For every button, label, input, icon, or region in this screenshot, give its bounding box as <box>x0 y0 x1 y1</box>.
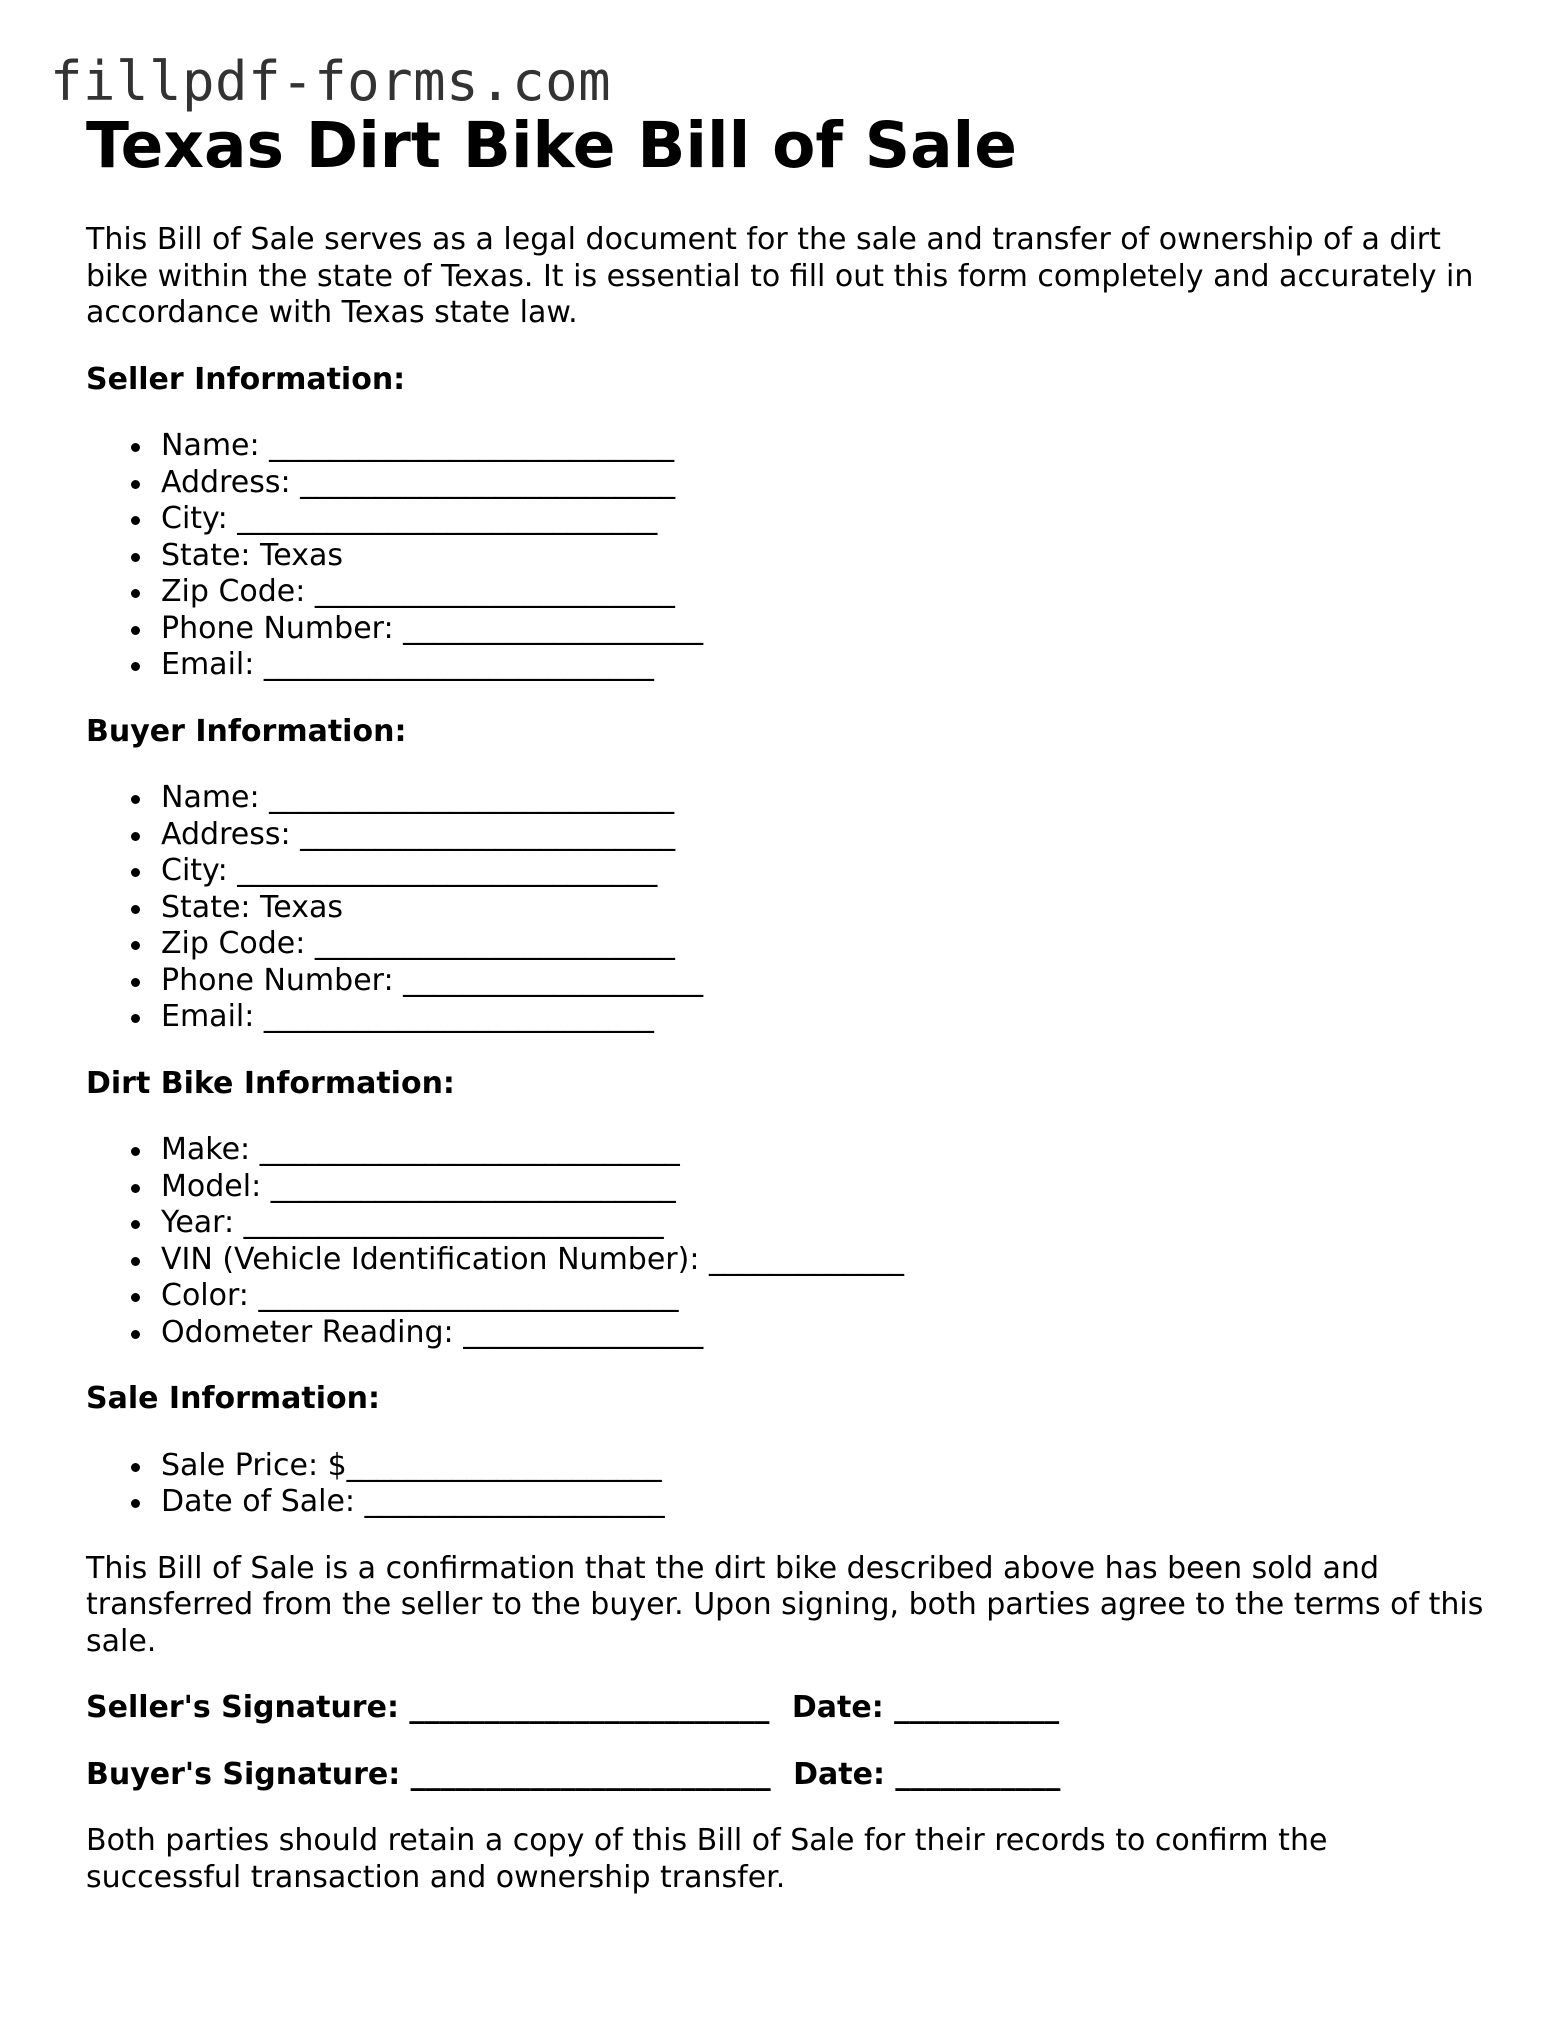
sale-date-field[interactable]: Date of Sale: ____________________ <box>161 1484 1486 1521</box>
bike-color-field[interactable]: Color: ____________________________ <box>161 1278 1486 1315</box>
bike-model-field[interactable]: Model: ___________________________ <box>161 1169 1486 1206</box>
seller-name-field[interactable]: Name: ___________________________ <box>161 428 1486 465</box>
sale-price-field[interactable]: Sale Price: $_____________________ <box>161 1448 1486 1485</box>
closing-paragraph: Both parties should retain a copy of this Bill of Sale for their records to confirm the successful transaction and ownership transfer. <box>86 1823 1328 1895</box>
bike-odometer-field[interactable]: Odometer Reading: ________________ <box>161 1315 1486 1352</box>
buyer-fields <box>86 780 1486 1036</box>
buyer-city-field[interactable]: City: ____________________________ <box>161 853 1486 890</box>
confirmation-paragraph: This Bill of Sale is a confirmation that the dirt bike described above has been sold and transferred from the seller to the buyer. Upon signing, both parties agree to the terms of this sale. <box>86 1550 1484 1659</box>
buyer-date-field[interactable]: ___________ <box>895 1756 1061 1792</box>
buyer-phone-field[interactable]: Phone Number: ____________________ <box>161 963 1486 1000</box>
site-watermark: fillpdf-forms.com <box>50 50 612 113</box>
document-body <box>86 222 1486 1896</box>
buyer-email-field[interactable]: Email: __________________________ <box>161 999 1486 1036</box>
buyer-date-label: Date: <box>793 1756 885 1792</box>
seller-fields <box>86 428 1486 684</box>
buyer-address-field[interactable]: Address: _________________________ <box>161 817 1486 854</box>
bike-year-field[interactable]: Year: ____________________________ <box>161 1205 1486 1242</box>
seller-signature-row <box>86 1690 1486 1727</box>
seller-date-field[interactable]: ___________ <box>894 1690 1060 1725</box>
seller-state-field: State: Texas <box>161 538 1486 575</box>
seller-date-label: Date: <box>791 1690 884 1725</box>
buyer-signature-field[interactable]: ________________________ <box>410 1756 771 1792</box>
bike-heading: Dirt Bike Information: <box>86 1065 455 1101</box>
buyer-zip-field[interactable]: Zip Code: ________________________ <box>161 926 1486 963</box>
buyer-state-field: State: Texas <box>161 890 1486 927</box>
bike-vin-field[interactable]: VIN (Vehicle Identification Number): _____________ <box>161 1242 1486 1279</box>
sale-heading: Sale Information: <box>86 1381 380 1416</box>
intro-paragraph: This Bill of Sale serves as a legal document for the sale and transfer of ownership of a dirt bike within the state of Texas. It is essential to fill out this form completely and accurately in accordance with Texas state law. <box>86 222 1474 330</box>
buyer-heading: Buyer Information: <box>86 713 407 749</box>
seller-address-field[interactable]: Address: _________________________ <box>161 465 1486 502</box>
bike-fields <box>86 1132 1486 1351</box>
seller-signature-label: Seller's Signature: <box>86 1690 399 1725</box>
seller-email-field[interactable]: Email: __________________________ <box>161 647 1486 684</box>
document-title: Texas Dirt Bike Bill of Sale <box>86 109 1017 182</box>
seller-zip-field[interactable]: Zip Code: ________________________ <box>161 574 1486 611</box>
sale-fields <box>86 1448 1486 1521</box>
seller-city-field[interactable]: City: ____________________________ <box>161 501 1486 538</box>
bike-make-field[interactable]: Make: ____________________________ <box>161 1132 1486 1169</box>
seller-signature-field[interactable]: ________________________ <box>409 1690 770 1725</box>
buyer-name-field[interactable]: Name: ___________________________ <box>161 780 1486 817</box>
seller-heading: Seller Information: <box>86 361 406 397</box>
seller-phone-field[interactable]: Phone Number: ____________________ <box>161 611 1486 648</box>
buyer-signature-label: Buyer's Signature: <box>86 1756 401 1792</box>
buyer-signature-row <box>86 1757 1486 1794</box>
